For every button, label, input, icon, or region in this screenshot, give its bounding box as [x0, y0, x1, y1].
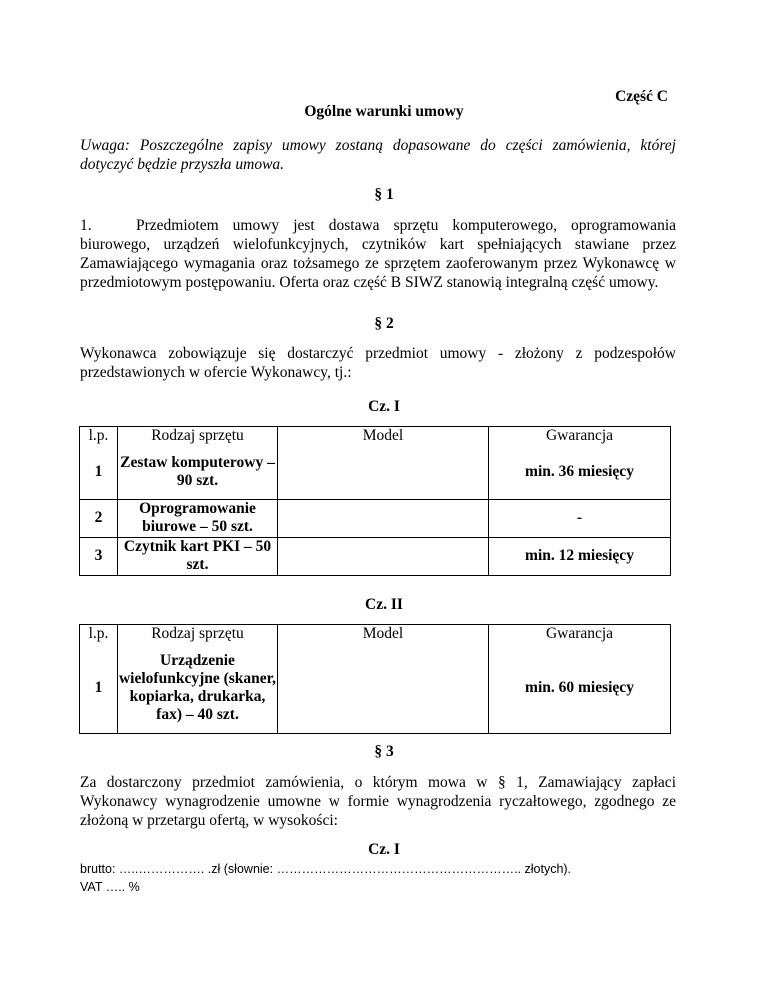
- note-paragraph: Uwaga: Poszczególne zapisy umowy zostaną dopasowane do części zamówienia, której dotyczyć będzie przyszła umowa.: [80, 137, 676, 173]
- row-type: Oprogramowanie biurowe – 50 szt.: [118, 499, 278, 537]
- row-model: [278, 537, 489, 575]
- row-lp: 2: [80, 499, 118, 537]
- header-warranty: Gwarancja: [489, 625, 671, 644]
- header-model: Model: [278, 427, 489, 446]
- document-title: Ogólne warunki umowy: [304, 103, 464, 120]
- part-1-title: Cz. I: [368, 398, 400, 415]
- row-model: [278, 445, 489, 499]
- table-row: [80, 445, 671, 499]
- section-1-heading: § 1: [374, 186, 394, 203]
- equipment-table-part-1: [79, 426, 671, 576]
- header-warranty: Gwarancja: [489, 427, 671, 446]
- row-model: [278, 643, 489, 733]
- table-header-row: [80, 625, 671, 644]
- section-1-number: 1.: [80, 217, 92, 234]
- table-row: [80, 643, 671, 733]
- row-type: Czytnik kart PKI – 50 szt.: [118, 537, 278, 575]
- table-row: [80, 499, 671, 537]
- part-2-title: Cz. II: [365, 596, 403, 613]
- section-1-text: Przedmiotem umowy jest dostawa sprzętu komputerowego, oprogramowania biurowego, urządzeń wielofunkcyjnych, czytników kart spełniających stawiane przez Zamawiającego wymagania oraz tożsamego ze sprzętem zaoferowanym przez Wykonawcę w przedmiotowym postępowaniu. Oferta oraz część B SIWZ stanowią integralną część umowy.: [80, 217, 676, 291]
- row-type: Zestaw komputerowy – 90 szt.: [118, 445, 278, 499]
- section-2-paragraph: Wykonawca zobowiązuje się dostarczyć przedmiot umowy - złożony z podzespołów przedstawionych w ofercie Wykonawcy, tj.:: [80, 345, 676, 381]
- row-model: [278, 499, 489, 537]
- part-label: Część C: [615, 88, 668, 105]
- row-lp: 1: [80, 445, 118, 499]
- table-header-row: [80, 427, 671, 446]
- row-lp: 3: [80, 537, 118, 575]
- row-warranty: -: [489, 499, 671, 537]
- section-3-paragraph: Za dostarczony przedmiot zamówienia, o którym mowa w § 1, Zamawiający zapłaci Wykonawcy wynagrodzenie umowne w formie wynagrodzenia ryczałtowego, zgodnego ze złożoną w przetargu ofertą, w wysokości:: [80, 774, 676, 829]
- row-warranty: min. 36 miesięcy: [489, 445, 671, 499]
- row-type: Urządzenie wielofunkcyjne (skaner, kopiarka, drukarka, fax) – 40 szt.: [118, 643, 278, 733]
- vat-line: VAT ….. %: [80, 880, 140, 894]
- row-warranty: min. 12 miesięcy: [489, 537, 671, 575]
- equipment-table-part-2: [79, 624, 671, 734]
- header-type: Rodzaj sprzętu: [118, 427, 278, 446]
- table-row: [80, 537, 671, 575]
- header-model: Model: [278, 625, 489, 644]
- section-2-heading: § 2: [374, 315, 394, 332]
- brutto-line: brutto: …..……………. .zł (słownie: ………………………………………………….. złotych).: [80, 862, 572, 876]
- row-warranty: min. 60 miesięcy: [489, 643, 671, 733]
- header-lp: l.p.: [80, 427, 118, 446]
- header-type: Rodzaj sprzętu: [118, 625, 278, 644]
- payment-part-title: Cz. I: [368, 841, 400, 858]
- row-lp: 1: [80, 643, 118, 733]
- section-3-heading: § 3: [374, 743, 394, 760]
- section-1-paragraph: [80, 216, 676, 292]
- header-lp: l.p.: [80, 625, 118, 644]
